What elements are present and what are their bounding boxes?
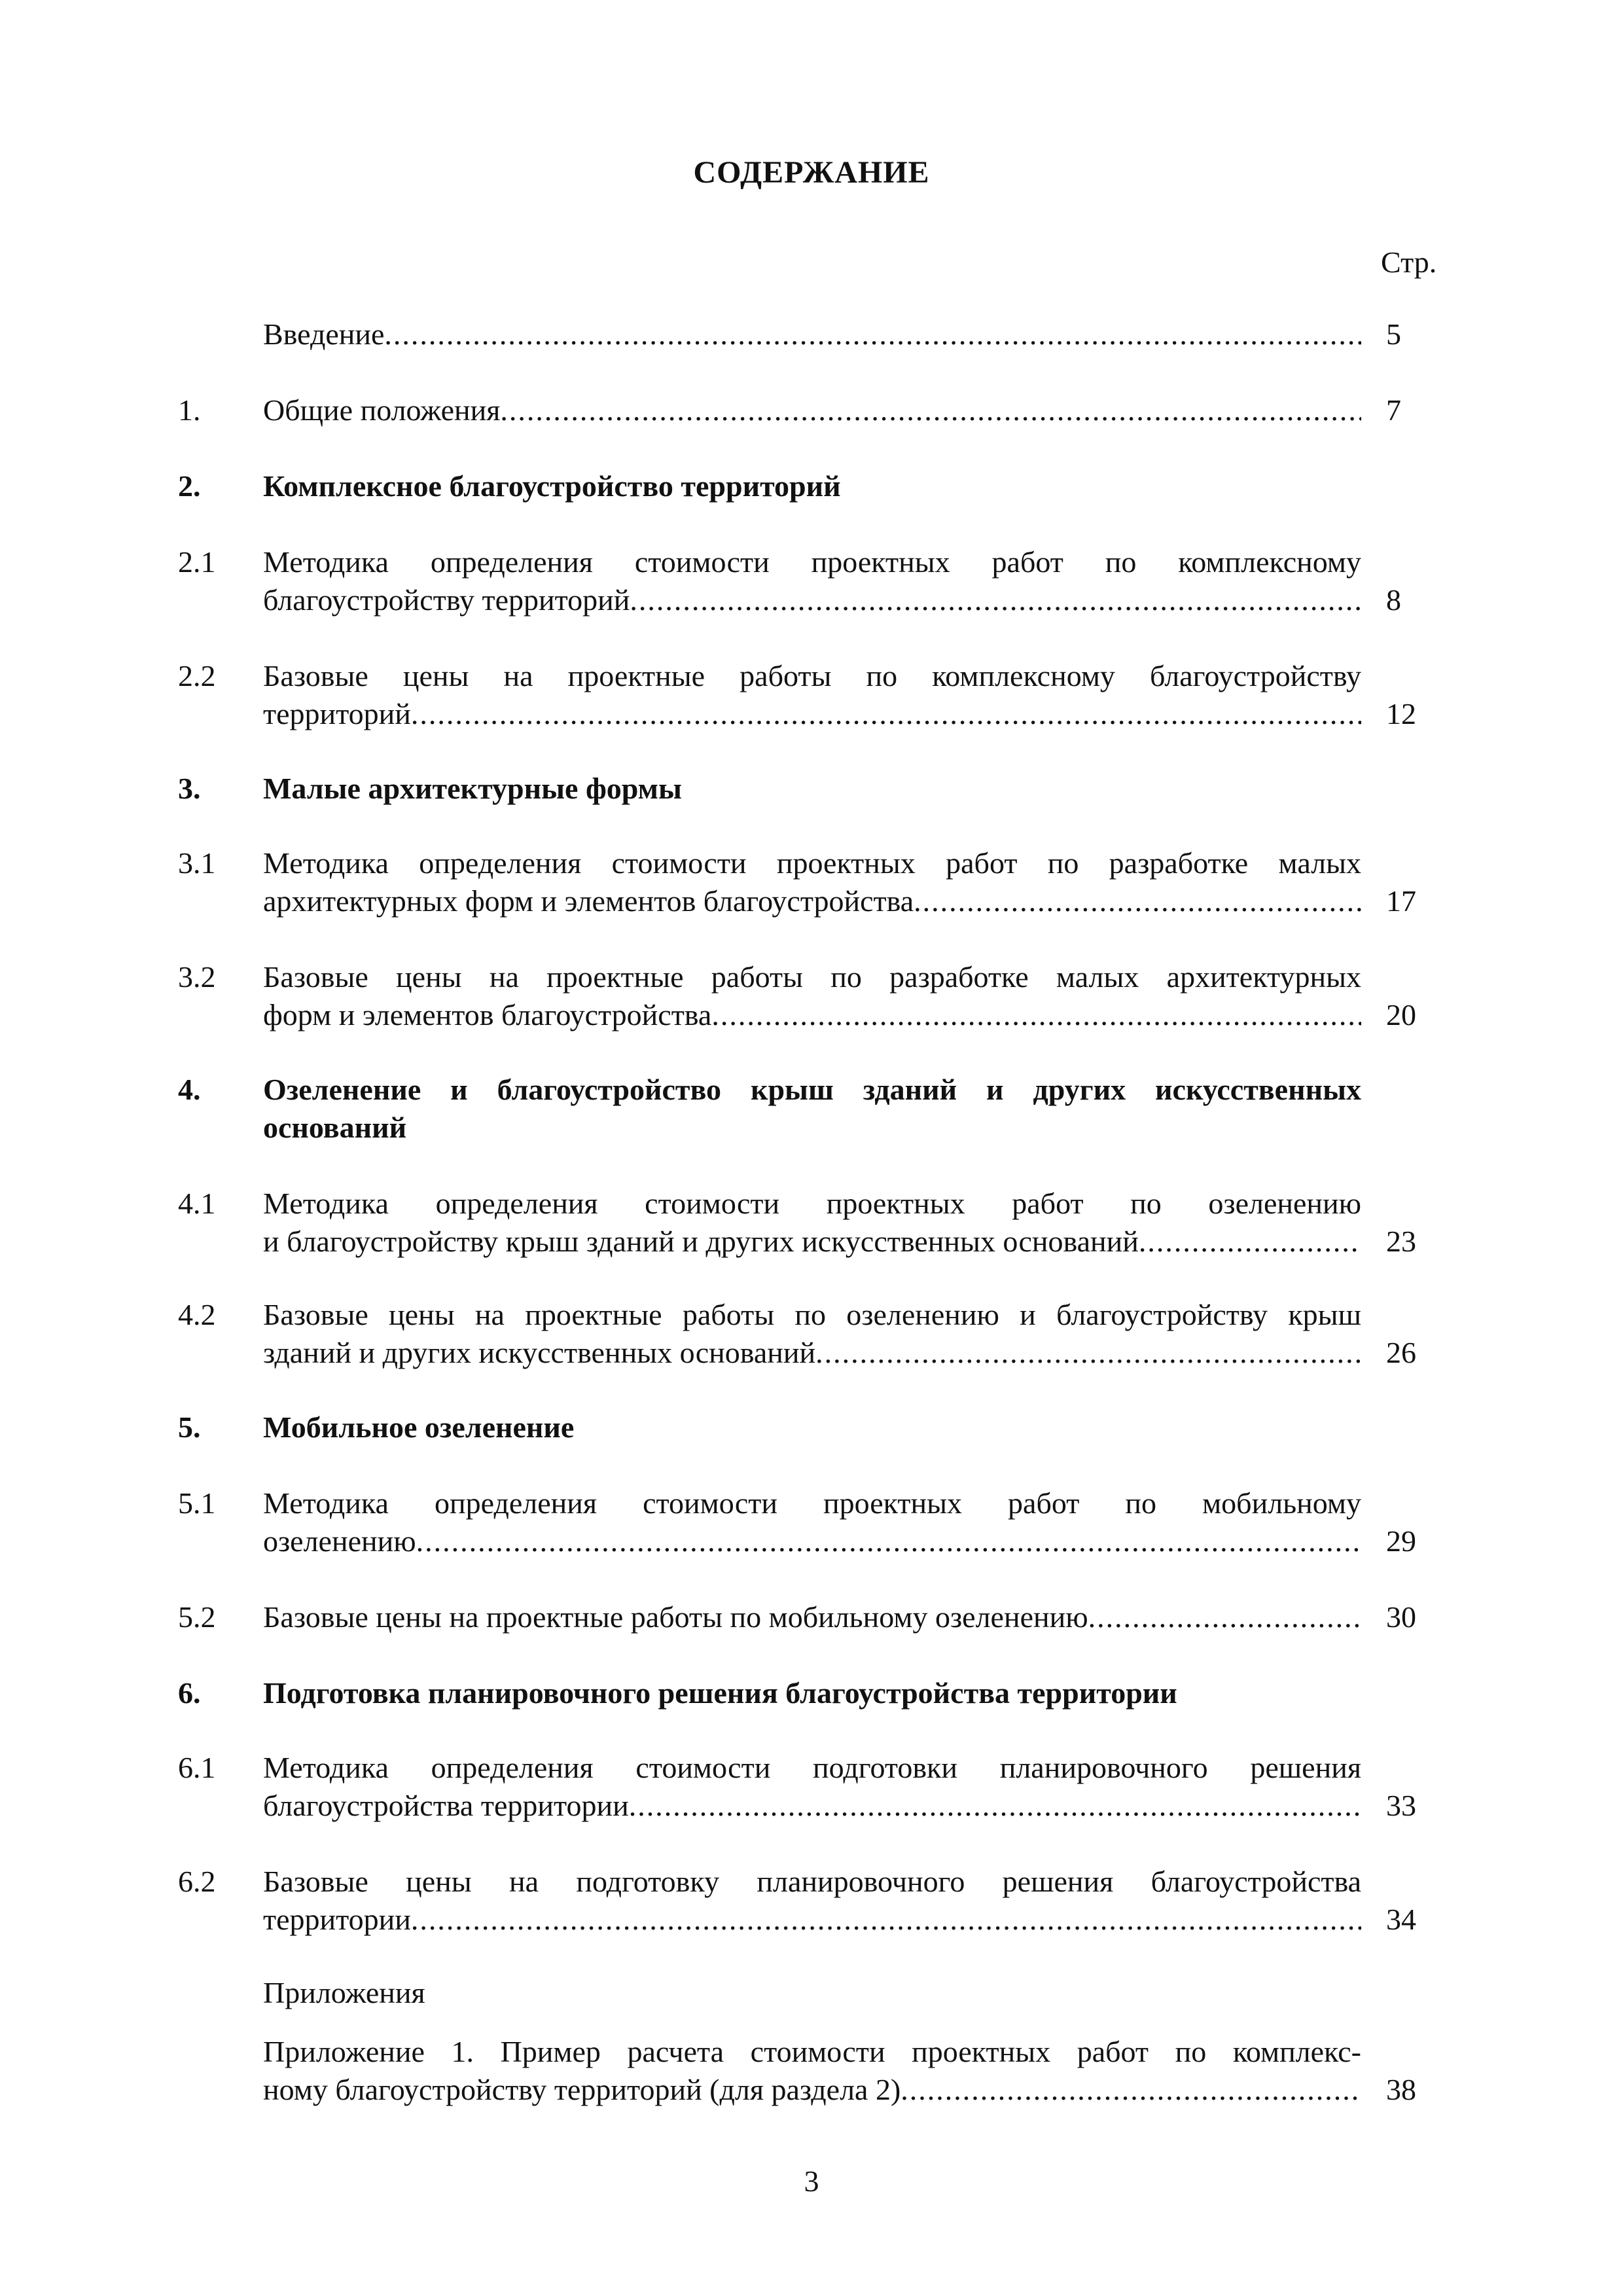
toc-section-number: 3. xyxy=(178,772,201,805)
toc-entry-label-line1: Методика определения стоимости проектных работ по мобильному xyxy=(263,1486,1361,1520)
toc-page-number: 8 xyxy=(1386,583,1401,617)
toc-page-number: 20 xyxy=(1386,998,1416,1031)
toc-section-number: 5.2 xyxy=(178,1600,216,1634)
toc-heading-label: Подготовка планировочного решения благоустройства территории xyxy=(263,1676,1177,1710)
toc-entry-label-line2: территорий xyxy=(263,697,411,730)
toc-entry-label-line1: Базовые цены на подготовку планировочного решения благоустройства xyxy=(263,1865,1361,1898)
toc-section-number: 4. xyxy=(178,1073,201,1106)
toc-page-number: 38 xyxy=(1386,2073,1416,2106)
toc-page-number: 17 xyxy=(1386,884,1416,918)
page-title: СОДЕРЖАНИЕ xyxy=(693,155,930,190)
page-number: 3 xyxy=(804,2164,819,2198)
toc-entry-label-line1: Методика определения стоимости проектных работ по разработке малых xyxy=(263,846,1361,880)
toc-heading-label-line1: Озеленение и благоустройство крыш зданий и других искусственных xyxy=(263,1073,1361,1106)
toc-heading-label: Комплексное благоустройство территорий xyxy=(263,469,841,503)
toc-heading-label: Малые архитектурные формы xyxy=(263,772,682,805)
toc-entry-label-line2: благоустройства территории xyxy=(263,1789,629,1822)
toc-section-number: 6. xyxy=(178,1676,201,1710)
toc-page-number: 7 xyxy=(1386,393,1401,427)
toc-entry-label: Введение xyxy=(263,317,385,351)
toc-section-number: 4.2 xyxy=(178,1298,216,1331)
toc-page-number: 34 xyxy=(1386,1903,1416,1936)
toc-section-number: 6.2 xyxy=(178,1865,216,1898)
toc-section-number: 5.1 xyxy=(178,1486,216,1520)
toc-section-number: 3.1 xyxy=(178,846,216,880)
toc-entry-label-line1: Методика определения стоимости проектных работ по озеленению xyxy=(263,1187,1361,1220)
toc-entry-label-line2: форм и элементов благоустройства xyxy=(263,998,712,1031)
toc-entry-label-line1: Методика определения стоимости проектных работ по комплексному xyxy=(263,545,1361,579)
toc-entry-label-line2: ному благоустройству территорий (для раздела 2) xyxy=(263,2073,901,2106)
toc-entry-label-line1: Базовые цены на проектные работы по комплексному благоустройству xyxy=(263,659,1361,692)
toc-entry-label-line1: Методика определения стоимости подготовки планировочного решения xyxy=(263,1751,1361,1784)
toc-heading-label: Приложения xyxy=(263,1976,425,2009)
page-column-header: Стр. xyxy=(1381,245,1437,279)
toc-entry-label-line1: Базовые цены на проектные работы по разработке малых архитектурных xyxy=(263,960,1361,994)
toc-section-number: 4.1 xyxy=(178,1187,216,1220)
toc-entry-label-line2: благоустройству территорий xyxy=(263,583,630,617)
toc-section-number: 3.2 xyxy=(178,960,216,994)
toc-section-number: 6.1 xyxy=(178,1751,216,1784)
toc-section-number: 2.1 xyxy=(178,545,216,579)
toc-page-number: 29 xyxy=(1386,1524,1416,1558)
toc-entry-label-line1: Приложение 1. Пример расчета стоимости проектных работ по комплекс- xyxy=(263,2035,1361,2068)
toc-section-number: 1. xyxy=(178,393,201,427)
toc-page-number: 30 xyxy=(1386,1600,1416,1634)
toc-entry-label-line2: архитектурных форм и элементов благоустройства xyxy=(263,884,914,918)
toc-entry-label-line2: озеленению xyxy=(263,1524,416,1558)
toc-page-number: 12 xyxy=(1386,697,1416,730)
toc-page-number: 23 xyxy=(1386,1225,1416,1258)
toc-entry-label-line2: и благоустройству крыш зданий и других искусственных оснований xyxy=(263,1225,1139,1258)
toc-section-number: 2. xyxy=(178,469,201,503)
toc-heading-label-line2: оснований xyxy=(263,1111,407,1144)
toc-page-number: 33 xyxy=(1386,1789,1416,1822)
toc-heading-label: Мобильное озеленение xyxy=(263,1410,575,1444)
toc-entry-label: Базовые цены на проектные работы по мобильному озеленению xyxy=(263,1600,1088,1634)
toc-entry-label-line1: Базовые цены на проектные работы по озеленению и благоустройству крыш xyxy=(263,1298,1361,1331)
toc-entry-label: Общие положения xyxy=(263,393,501,427)
toc-section-number: 5. xyxy=(178,1410,201,1444)
toc-page-number: 26 xyxy=(1386,1336,1416,1369)
toc-entry-label-line2: зданий и других искусственных оснований xyxy=(263,1336,816,1369)
toc-page-number: 5 xyxy=(1386,317,1401,351)
toc-entry-label-line2: территории xyxy=(263,1903,411,1936)
toc-section-number: 2.2 xyxy=(178,659,216,692)
